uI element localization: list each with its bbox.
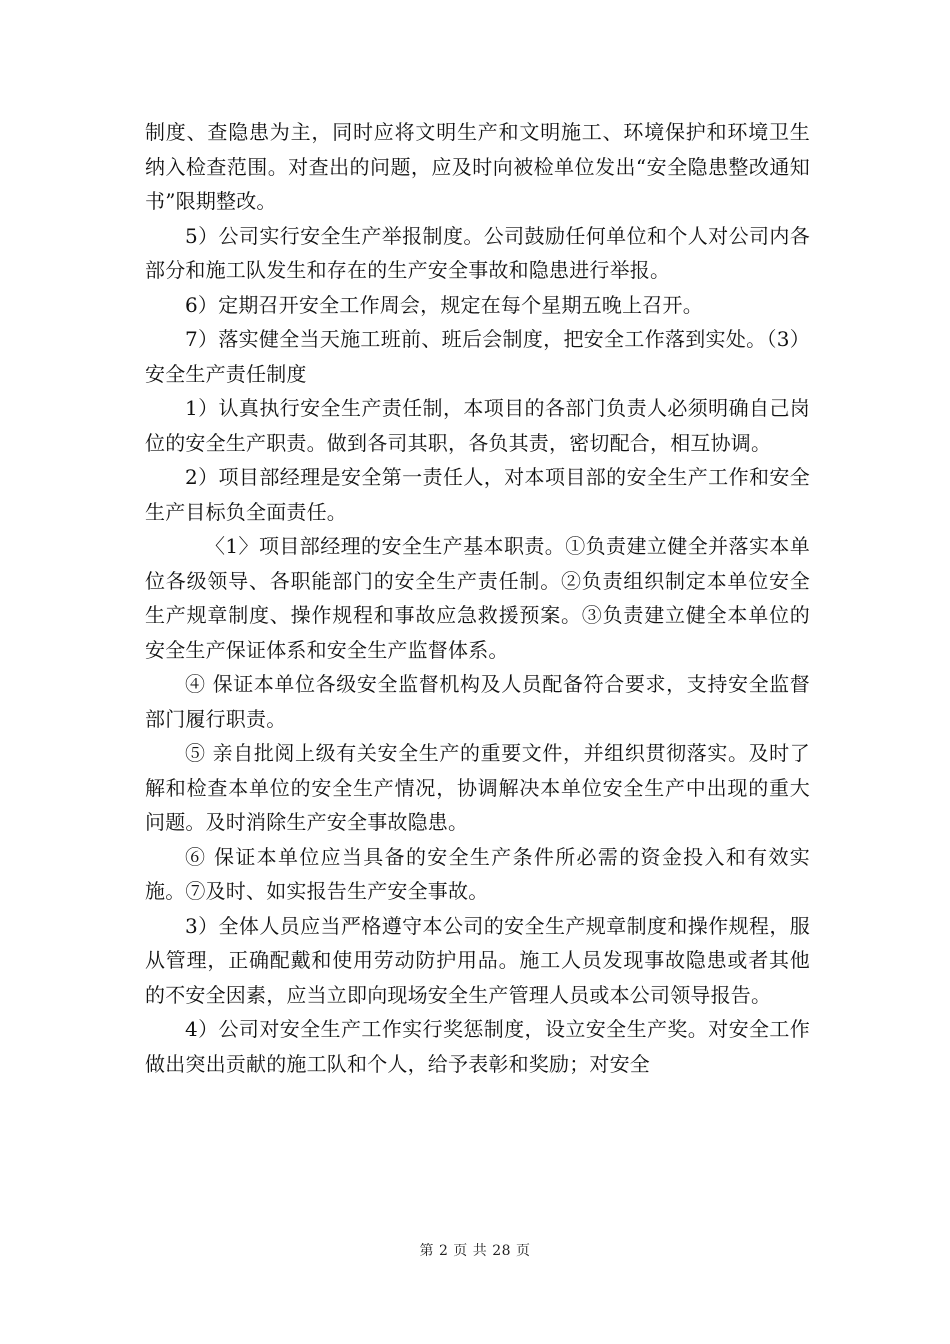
paragraph-duty-6: ⑥ 保证本单位应当具备的安全生产条件所必需的资金投入和有效实施。⑦及时、如实报告生产安全事故。 (145, 844, 810, 903)
page-number-footer: 第 2 页 共 28 页 (419, 1243, 531, 1259)
paragraph-item-7: 7）落实健全当天施工班前、班后会制度，把安全工作落到实处。（3）安全生产责任制度 (145, 327, 810, 386)
paragraph-manager-duties: 〈1〉项目部经理的安全生产基本职责。①负责建立健全并落实本单位各级领导、各职能部门的安全生产责任制。②负责组织制定本单位安全生产规章制度、操作规程和事故应急救援预案。③负责建立健全本单位的安全生产保证体系和安全生产监督体系。 (145, 534, 810, 662)
paragraph-item-6: 6）定期召开安全工作周会，规定在每个星期五晚上召开。 (185, 292, 703, 317)
paragraph-responsibility-3: 3）全体人员应当严格遵守本公司的安全生产规章制度和操作规程，服从管理，正确配戴和使用劳动防护用品。施工人员发现事故隐患或者其他的不安全因素，应当立即向现场安全生产管理人员或本公司领导报告。 (145, 913, 810, 1007)
document-body (145, 115, 810, 1081)
paragraph-duty-4: ④ 保证本单位各级安全监督机构及人员配备符合要求，支持安全监督部门履行职责。 (145, 672, 810, 731)
paragraph-duty-5: ⑤ 亲自批阅上级有关安全生产的重要文件，并组织贯彻落实。及时了解和检查本单位的安全生产情况，协调解决本单位安全生产中出现的重大问题。及时消除生产安全事故隐患。 (145, 741, 810, 834)
paragraph-responsibility-2: 2）项目部经理是安全第一责任人，对本项目部的安全生产工作和安全生产目标负全面责任。 (145, 465, 810, 524)
paragraph-continuation: 制度、查隐患为主，同时应将文明生产和文明施工、环境保护和环境卫生纳入检查范围。对查出的问题，应及时向被检单位发出“安全隐患整改通知书”限期整改。 (145, 120, 810, 213)
paragraph-responsibility-4: 4）公司对安全生产工作实行奖惩制度，设立安全生产奖。对安全工作做出突出贡献的施工队和个人，给予表彰和奖励；对安全 (145, 1017, 810, 1076)
paragraph-item-5: 5）公司实行安全生产举报制度。公司鼓励任何单位和个人对公司内各部分和施工队发生和存在的生产安全事故和隐患进行举报。 (145, 223, 810, 282)
paragraph-responsibility-1: 1）认真执行安全生产责任制，本项目的各部门负责人必须明确自己岗位的安全生产职责。做到各司其职，各负其责，密切配合，相互协调。 (145, 396, 810, 455)
